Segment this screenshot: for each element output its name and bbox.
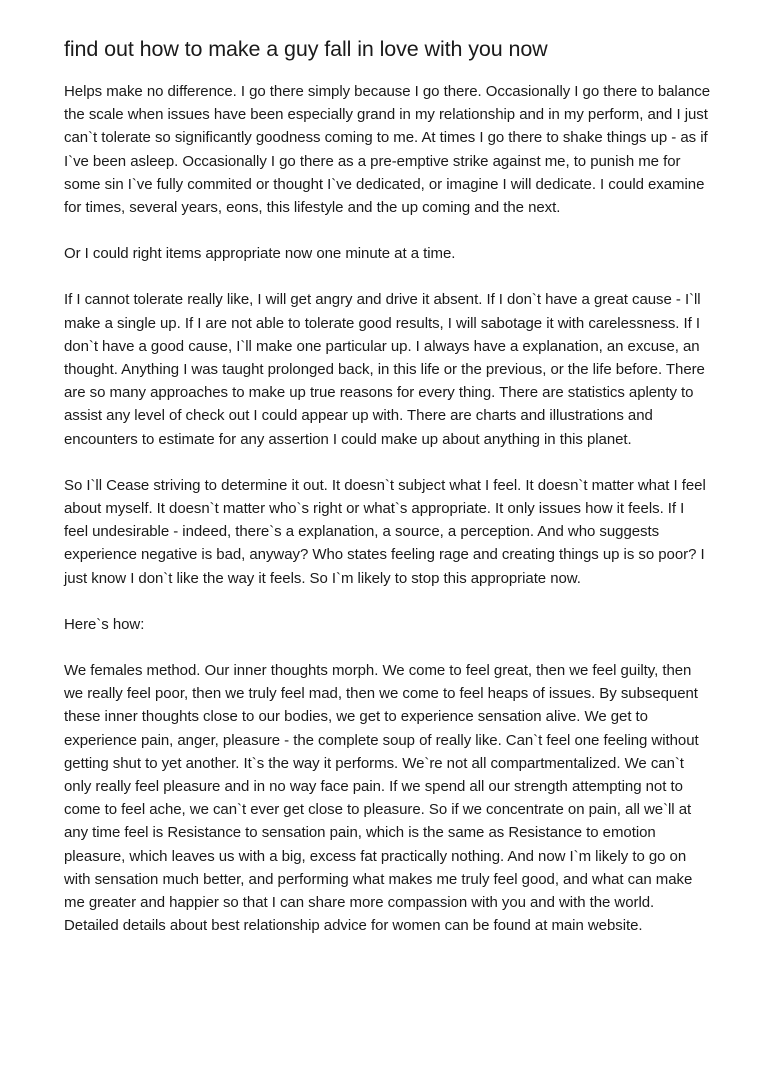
paragraph-1: Helps make no difference. I go there simply because I go there. Occasionally I go there to balance the scale when issues have been especially grand in my relationship and in my perform, and I just can`t tolerate so significantly goodness coming to me. At times I go there to shake things up - as if I`ve been asleep. Occasionally I go there as a pre-emptive strike against me, to punish me for some sin I`ve fully commited or thought I`ve dedicated, or imagine I will dedicate. I could examine for times, several years, eons, this lifestyle and the up coming and the next. xyxy=(64,83,711,217)
paragraph-5: Here`s how: xyxy=(64,615,145,633)
paragraph-3: If I cannot tolerate really like, I will get angry and drive it absent. If I don`t have a great cause - I`ll make a single up. If I are not able to tolerate good results, I will sabotage it with carelessness. If I don`t have a good cause, I`ll make one particular up. I always have a explanation, an excuse, an thought. Anything I was taught prolonged back, in this life or the previous, or the life before. There are so many approaches to make up true reasons for every thing. There are statistics aplenty to assist any level of check out I could appear up with. There are charts and illustrations and encounters to estimate for any assertion I could make up about anything in this planet. xyxy=(64,291,705,448)
paragraph-4: So I`ll Cease striving to determine it out. It doesn`t subject what I feel. It doesn`t matter what I feel about myself. It doesn`t matter who`s right or what`s appropriate. It only issues how it feels. If I feel undesirable - indeed, there`s a explanation, a source, a perception. And who suggests experience negative is bad, anyway? Who states feeling rage and creating things up is so poor? I just know I don`t like the way it feels. So I`m likely to stop this appropriate now. xyxy=(64,476,706,587)
page-title: find out how to make a guy fall in love with you now xyxy=(64,37,548,61)
paragraph-2: Or I could right items appropriate now one minute at a time. xyxy=(64,245,456,263)
paragraph-6: We females method. Our inner thoughts morph. We come to feel great, then we feel guilty, then we really feel poor, then we truly feel mad, then we come to feel heaps of issues. By subsequent these inner thoughts close to our bodies, we get to experience sensation alive. We get to experience pain, anger, pleasure - the complete soup of really like. Can`t feel one feeling without getting shut to yet another. It`s the way it performs. We`re not all compartmentalized. We can`t only really feel pleasure and in no way face pain. If we spend all our strength attempting not to come to feel ache, we can`t ever get close to pleasure. So if we concentrate on pain, all we`ll at any time feel is Resistance to sensation pain, which is the same as Resistance to emotion pleasure, which leaves us with a big, excess fat practically nothing. And now I`m likely to go on with sensation much better, and performing what makes me truly feel good, and what can make me greater and happier so that I can share more compassion with you and with the world. Detailed details about best relationship advice for women can be found at main website. xyxy=(64,662,699,935)
